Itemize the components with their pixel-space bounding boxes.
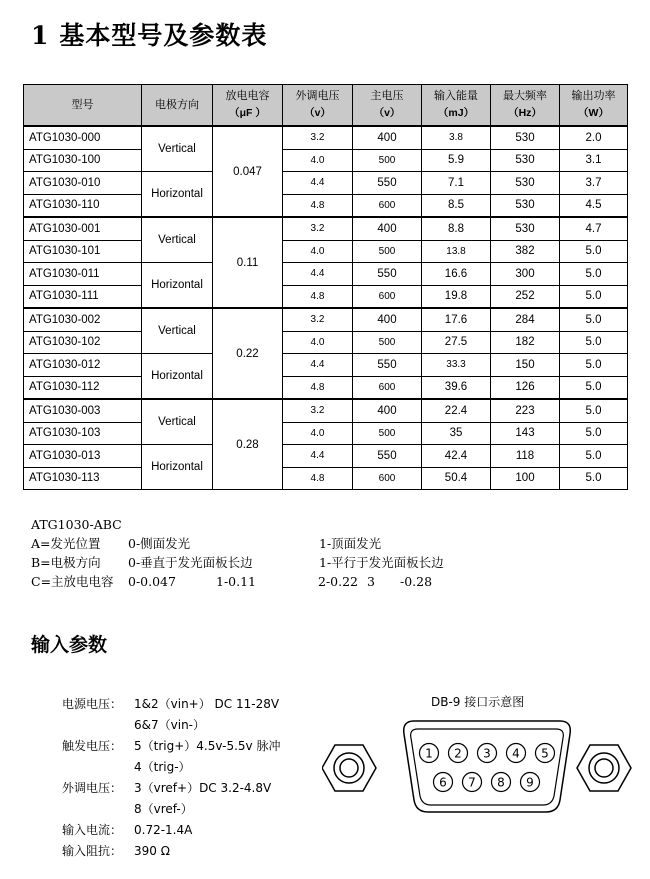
model-cell: ATG1030-110 xyxy=(24,194,142,217)
table-row xyxy=(24,126,628,149)
header-unit: （μF ） xyxy=(229,107,266,119)
input-energy-cell: 8.5 xyxy=(422,194,491,217)
header-cell xyxy=(24,85,142,127)
legend-c-opt2: 2-0.22 xyxy=(318,574,359,589)
model-cell: ATG1030-113 xyxy=(24,467,142,490)
model-cell: ATG1030-012 xyxy=(24,354,142,377)
main-voltage-cell: 500 xyxy=(353,149,422,172)
main-voltage-cell: 400 xyxy=(353,399,422,422)
table-row xyxy=(24,399,628,422)
code-pattern: ATG1030-ABC xyxy=(31,517,122,532)
db9-pin-label: 3 xyxy=(483,746,491,761)
header-cell xyxy=(283,85,353,127)
input-energy-cell: 5.9 xyxy=(422,149,491,172)
db9-top-pin-row xyxy=(420,744,555,763)
header-unit: （mJ） xyxy=(437,107,475,119)
output-power-cell: 5.0 xyxy=(560,445,628,468)
table-row xyxy=(24,422,628,445)
input-energy-cell: 17.6 xyxy=(422,308,491,331)
electrode-direction-cell: Horizontal xyxy=(142,263,213,309)
main-voltage-cell: 500 xyxy=(353,422,422,445)
max-frequency-cell: 530 xyxy=(491,217,560,240)
header-cell xyxy=(353,85,422,127)
output-power-cell: 5.0 xyxy=(560,331,628,354)
table-row xyxy=(24,285,628,308)
db9-bottom-pin-row xyxy=(434,773,540,792)
model-cell: ATG1030-103 xyxy=(24,422,142,445)
max-frequency-cell: 284 xyxy=(491,308,560,331)
main-voltage-cell: 500 xyxy=(353,331,422,354)
header-cell xyxy=(491,85,560,127)
model-cell: ATG1030-003 xyxy=(24,399,142,422)
header-label: 电极方向 xyxy=(155,98,199,111)
input-energy-cell: 7.1 xyxy=(422,172,491,195)
max-frequency-cell: 118 xyxy=(491,445,560,468)
db9-pin-label: 2 xyxy=(454,746,462,761)
main-voltage-cell: 550 xyxy=(353,172,422,195)
max-frequency-cell: 382 xyxy=(491,240,560,263)
legend-a-label: A=发光位置 xyxy=(31,536,101,551)
input-energy-cell: 3.8 xyxy=(422,126,491,149)
output-power-cell: 5.0 xyxy=(560,399,628,422)
main-voltage-cell: 550 xyxy=(353,354,422,377)
input-energy-cell: 13.8 xyxy=(422,240,491,263)
ext-voltage-cell: 4.4 xyxy=(283,263,353,286)
header-label: 最大频率 xyxy=(503,90,547,102)
ext-voltage-cell: 3.2 xyxy=(283,399,353,422)
electrode-direction-cell: Horizontal xyxy=(142,354,213,400)
legend-a-opt1: 1-顶面发光 xyxy=(319,536,382,551)
param-value: 390 Ω xyxy=(134,844,170,858)
model-cell: ATG1030-002 xyxy=(24,308,142,331)
header-cell xyxy=(422,85,491,127)
input-energy-cell: 33.3 xyxy=(422,354,491,377)
output-power-cell: 3.1 xyxy=(560,149,628,172)
ext-voltage-cell: 4.8 xyxy=(283,376,353,399)
max-frequency-cell: 530 xyxy=(491,149,560,172)
max-frequency-cell: 182 xyxy=(491,331,560,354)
output-power-cell: 3.7 xyxy=(560,172,628,195)
input-energy-cell: 22.4 xyxy=(422,399,491,422)
model-cell: ATG1030-000 xyxy=(24,126,142,149)
output-power-cell: 5.0 xyxy=(560,422,628,445)
db9-pin-label: 9 xyxy=(526,775,534,790)
param-value: 5（trig+）4.5v-5.5v 脉冲 xyxy=(134,739,281,753)
db9-pin-label: 1 xyxy=(425,746,433,761)
section-title: 基本型号及参数表 xyxy=(59,21,268,50)
ext-voltage-cell: 3.2 xyxy=(283,217,353,240)
param-label: 输入电流： xyxy=(62,823,123,837)
output-power-cell: 5.0 xyxy=(560,376,628,399)
model-cell: ATG1030-111 xyxy=(24,285,142,308)
db9-shell-inner xyxy=(411,729,564,805)
model-cell: ATG1030-102 xyxy=(24,331,142,354)
param-value: 1&2（vin+） DC 11-28V xyxy=(134,697,280,711)
param-label: 触发电压： xyxy=(62,739,123,753)
capacitance-cell: 0.11 xyxy=(213,217,283,308)
max-frequency-cell: 150 xyxy=(491,354,560,377)
db9-pin-label: 5 xyxy=(541,746,549,761)
table-row xyxy=(24,308,628,331)
output-power-cell: 4.5 xyxy=(560,194,628,217)
electrode-direction-cell: Vertical xyxy=(142,399,213,445)
electrode-direction-cell: Vertical xyxy=(142,126,213,172)
model-cell: ATG1030-010 xyxy=(24,172,142,195)
ext-voltage-cell: 4.4 xyxy=(283,354,353,377)
electrode-direction-cell: Horizontal xyxy=(142,172,213,218)
ext-voltage-cell: 4.8 xyxy=(283,467,353,490)
output-power-cell: 5.0 xyxy=(560,263,628,286)
header-label: 外调电压 xyxy=(295,90,340,102)
param-value: 3（vref+）DC 3.2-4.8V xyxy=(134,781,272,795)
output-power-cell: 4.7 xyxy=(560,217,628,240)
right-mounting-nut-icon xyxy=(577,745,631,791)
header-unit: （W） xyxy=(578,107,609,119)
table-row xyxy=(24,263,628,286)
table-row xyxy=(24,354,628,377)
table-row xyxy=(24,467,628,490)
table-header-row xyxy=(24,85,628,127)
legend-b-opt1: 1-平行于发光面板长边 xyxy=(319,555,444,570)
output-power-cell: 5.0 xyxy=(560,354,628,377)
table-row xyxy=(24,376,628,399)
max-frequency-cell: 530 xyxy=(491,172,560,195)
legend-c-opt3: 3 xyxy=(367,574,375,589)
db9-pin-label: 4 xyxy=(512,746,520,761)
model-cell: ATG1030-001 xyxy=(24,217,142,240)
max-frequency-cell: 252 xyxy=(491,285,560,308)
capacitance-cell: 0.047 xyxy=(213,126,283,217)
capacitance-cell: 0.28 xyxy=(213,399,283,490)
output-power-cell: 5.0 xyxy=(560,467,628,490)
electrode-direction-cell: Vertical xyxy=(142,308,213,354)
header-unit: （v） xyxy=(304,107,331,119)
input-energy-cell: 50.4 xyxy=(422,467,491,490)
header-label: 放电电容 xyxy=(225,90,270,102)
ext-voltage-cell: 4.0 xyxy=(283,422,353,445)
header-label: 输入能量 xyxy=(434,90,478,102)
ext-voltage-cell: 4.0 xyxy=(283,240,353,263)
model-cell: ATG1030-011 xyxy=(24,263,142,286)
section-heading xyxy=(31,16,267,52)
ext-voltage-cell: 4.0 xyxy=(283,331,353,354)
db9-title: DB-9 接口示意图 xyxy=(431,695,525,709)
main-voltage-cell: 600 xyxy=(353,285,422,308)
max-frequency-cell: 100 xyxy=(491,467,560,490)
main-voltage-cell: 600 xyxy=(353,467,422,490)
output-power-cell: 5.0 xyxy=(560,240,628,263)
output-power-cell: 5.0 xyxy=(560,285,628,308)
main-voltage-cell: 600 xyxy=(353,194,422,217)
model-cell: ATG1030-100 xyxy=(24,149,142,172)
header-cell xyxy=(213,85,283,127)
input-energy-cell: 42.4 xyxy=(422,445,491,468)
main-voltage-cell: 400 xyxy=(353,217,422,240)
main-voltage-cell: 400 xyxy=(353,126,422,149)
legend-c-opt1: 1-0.11 xyxy=(216,574,257,589)
legend-a-opt0: 0-侧面发光 xyxy=(128,536,191,551)
input-energy-cell: 39.6 xyxy=(422,376,491,399)
db9-pin-label: 8 xyxy=(497,775,505,790)
header-unit: （v） xyxy=(373,107,401,119)
section-number: 1 xyxy=(31,21,50,50)
ext-voltage-cell: 4.4 xyxy=(283,445,353,468)
legend-c-label: C=主放电电容 xyxy=(31,574,114,589)
input-energy-cell: 27.5 xyxy=(422,331,491,354)
ext-voltage-cell: 4.4 xyxy=(283,172,353,195)
ext-voltage-cell: 3.2 xyxy=(283,126,353,149)
table-row xyxy=(24,240,628,263)
electrode-direction-cell: Horizontal xyxy=(142,445,213,490)
table-row xyxy=(24,149,628,172)
legend-c-opt3-value: -0.28 xyxy=(400,574,433,589)
table-row xyxy=(24,217,628,240)
ext-voltage-cell: 4.8 xyxy=(283,285,353,308)
electrode-direction-cell: Vertical xyxy=(142,217,213,263)
db9-connector-diagram xyxy=(322,718,632,828)
main-voltage-cell: 600 xyxy=(353,376,422,399)
header-label: 输出功率 xyxy=(571,90,616,102)
legend-b-opt0: 0-垂直于发光面板长边 xyxy=(128,555,253,570)
table-row xyxy=(24,331,628,354)
param-value: 8（vref-） xyxy=(134,802,193,816)
param-value: 6&7（vin-） xyxy=(134,718,205,732)
input-energy-cell: 8.8 xyxy=(422,217,491,240)
model-cell: ATG1030-112 xyxy=(24,376,142,399)
max-frequency-cell: 143 xyxy=(491,422,560,445)
param-label: 输入阻抗： xyxy=(62,844,123,858)
db9-shell-outer xyxy=(404,721,571,812)
param-label: 外调电压： xyxy=(62,781,123,795)
main-voltage-cell: 550 xyxy=(353,445,422,468)
max-frequency-cell: 223 xyxy=(491,399,560,422)
max-frequency-cell: 530 xyxy=(491,126,560,149)
header-label: 型号 xyxy=(71,98,94,111)
header-cell xyxy=(560,85,628,127)
model-cell: ATG1030-013 xyxy=(24,445,142,468)
main-voltage-cell: 550 xyxy=(353,263,422,286)
db9-pin-label: 6 xyxy=(439,775,447,790)
table-body xyxy=(24,126,628,490)
capacitance-cell: 0.22 xyxy=(213,308,283,399)
param-value: 4（trig-） xyxy=(134,760,191,774)
input-energy-cell: 16.6 xyxy=(422,263,491,286)
table-row xyxy=(24,194,628,217)
input-energy-cell: 19.8 xyxy=(422,285,491,308)
model-cell: ATG1030-101 xyxy=(24,240,142,263)
main-voltage-cell: 400 xyxy=(353,308,422,331)
header-cell xyxy=(142,85,213,127)
input-energy-cell: 35 xyxy=(422,422,491,445)
param-value: 0.72-1.4A xyxy=(134,823,193,837)
param-label: 电源电压： xyxy=(62,697,123,711)
table-row xyxy=(24,445,628,468)
ext-voltage-cell: 3.2 xyxy=(283,308,353,331)
max-frequency-cell: 126 xyxy=(491,376,560,399)
output-power-cell: 2.0 xyxy=(560,126,628,149)
legend-c-opt0: 0-0.047 xyxy=(128,574,176,589)
input-params-title: 输入参数 xyxy=(31,634,108,656)
header-unit: （Hz） xyxy=(508,107,542,119)
table-row xyxy=(24,172,628,195)
max-frequency-cell: 530 xyxy=(491,194,560,217)
left-mounting-nut-icon xyxy=(322,745,376,791)
max-frequency-cell: 300 xyxy=(491,263,560,286)
spec-table xyxy=(23,84,628,490)
ext-voltage-cell: 4.8 xyxy=(283,194,353,217)
output-power-cell: 5.0 xyxy=(560,308,628,331)
main-voltage-cell: 500 xyxy=(353,240,422,263)
header-label: 主电压 xyxy=(370,90,404,102)
db9-pin-label: 7 xyxy=(468,775,476,790)
legend-b-label: B=电极方向 xyxy=(31,555,101,570)
ext-voltage-cell: 4.0 xyxy=(283,149,353,172)
